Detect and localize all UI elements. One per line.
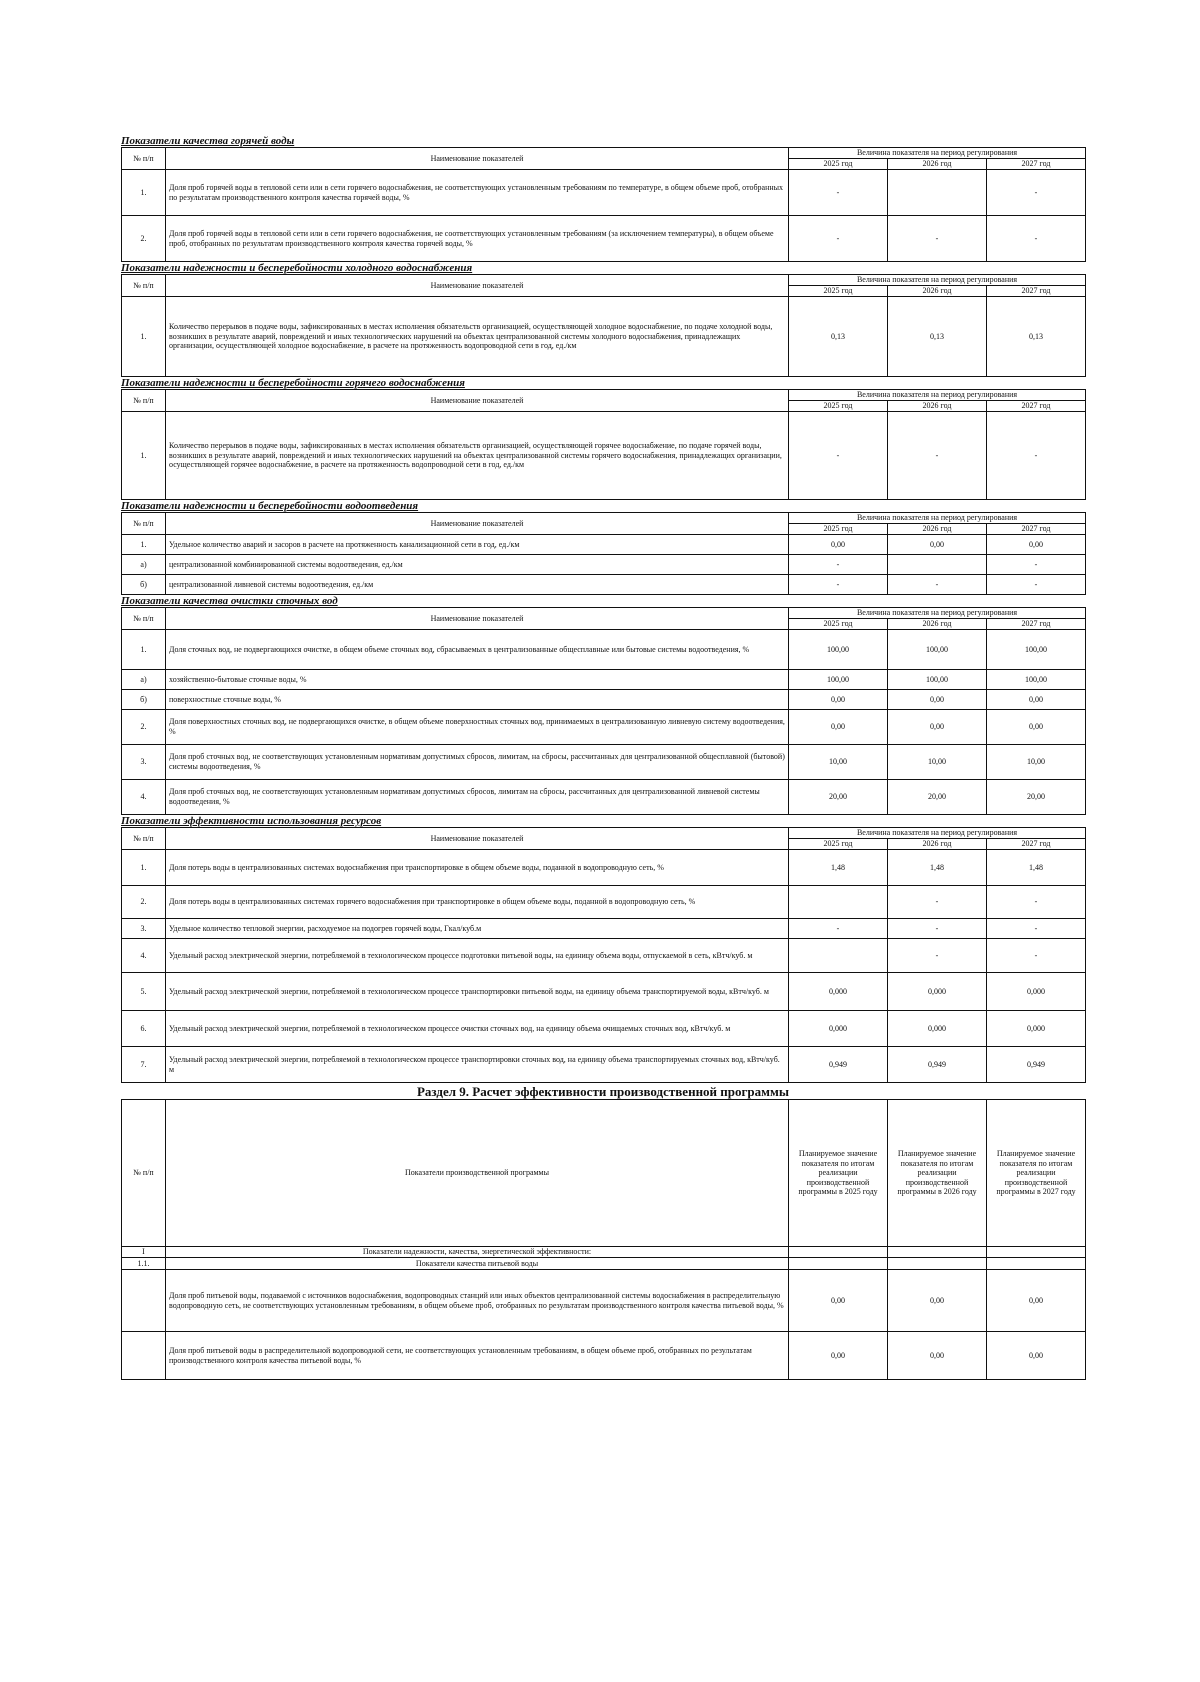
header-no: № п/п — [122, 148, 166, 170]
header-period: Величина показателя на период регулирования — [789, 148, 1086, 159]
header-year-2026: 2026 год — [888, 524, 987, 535]
value-2025: 0,000 — [789, 973, 888, 1011]
value-2027 — [987, 1247, 1086, 1258]
table-row — [122, 535, 1086, 555]
table-row — [122, 297, 1086, 377]
row-number: 3. — [122, 745, 166, 780]
value-2025: - — [789, 170, 888, 216]
value-2026: 0,00 — [888, 710, 987, 745]
row-number: а) — [122, 670, 166, 690]
header-name: Наименование показателей — [166, 148, 789, 170]
table-resource-efficiency — [121, 827, 1086, 1083]
section-title-hot-water-quality: Показатели качества горячей воды — [121, 135, 295, 147]
header-period: Величина показателя на период регулирования — [789, 828, 1086, 839]
table-row — [122, 1332, 1086, 1380]
value-2025 — [789, 1258, 888, 1270]
table-row — [122, 780, 1086, 815]
value-2026: - — [888, 886, 987, 919]
value-2026: 0,000 — [888, 973, 987, 1011]
value-2025: 0,00 — [789, 535, 888, 555]
row-number: 1. — [122, 297, 166, 377]
section-title-resource-efficiency: Показатели эффективности использования ресурсов — [121, 815, 382, 827]
value-2025: 10,00 — [789, 745, 888, 780]
row-name: Доля проб питьевой воды, подаваемой с источников водоснабжения, водопроводных станций или иных объектов централизованной системы водоснабжения в распределительную водопроводную сеть, не соответствующих установленным требованиям, в общем объеме проб, отобранных по результатам производственного контроля качества питьевой воды, % — [166, 1270, 789, 1332]
value-2027: 0,13 — [987, 297, 1086, 377]
row-name: централизованной ливневой системы водоотведения, ед./км — [166, 575, 789, 595]
value-2026: - — [888, 939, 987, 973]
header-year-2027: 2027 год — [987, 159, 1086, 170]
row-number: I — [122, 1247, 166, 1258]
header-year-2025: 2025 год — [789, 619, 888, 630]
row-name: Удельное количество тепловой энергии, расходуемое на подогрев горячей воды, Гкал/куб.м — [166, 919, 789, 939]
header-year-2026: 2026 год — [888, 401, 987, 412]
header-no: № п/п — [122, 608, 166, 630]
value-2025: - — [789, 919, 888, 939]
value-2026: 0,949 — [888, 1047, 987, 1083]
row-name: Удельный расход электрической энергии, потребляемой в технологическом процессе транспортировки сточных вод, на единицу объема транспортируемых сточных вод, кВтч/куб. м — [166, 1047, 789, 1083]
header-year-2025: 2025 год — [789, 401, 888, 412]
header-year-2027: 2027 год — [987, 619, 1086, 630]
header-year-2027: 2027 год — [987, 401, 1086, 412]
header-period: Величина показателя на период регулирования — [789, 608, 1086, 619]
value-2025: 0,949 — [789, 1047, 888, 1083]
value-2025: - — [789, 216, 888, 262]
value-2026: 1,48 — [888, 850, 987, 886]
value-2026: - — [888, 412, 987, 500]
table-cold-water-reliability — [121, 274, 1086, 377]
value-2027: 0,00 — [987, 1332, 1086, 1380]
row-number: 1. — [122, 412, 166, 500]
header-no: № п/п — [122, 275, 166, 297]
value-2025: - — [789, 555, 888, 575]
table-row — [122, 555, 1086, 575]
header-name: Наименование показателей — [166, 828, 789, 850]
table-row — [122, 745, 1086, 780]
value-2027: - — [987, 939, 1086, 973]
value-2026 — [888, 1247, 987, 1258]
row-name: Количество перерывов в подаче воды, зафиксированных в местах исполнения обязательств организацией, осуществляющей холодное водоснабжение, по подаче холодной воды, возникших в результате аварий, повреждений и иных технологических нарушений на объектах централизованной системы холодного водоснабжения, принадлежащих организации, осуществляющей холодное водоснабжение, в расчете на протяженность водопроводной сети в год, ед./км — [166, 297, 789, 377]
row-number: 1. — [122, 850, 166, 886]
value-2026: 10,00 — [888, 745, 987, 780]
header-period: Величина показателя на период регулирования — [789, 275, 1086, 286]
header-year-2025: 2025 год — [789, 839, 888, 850]
row-name: Доля проб сточных вод, не соответствующих установленным нормативам допустимых сбросов, лимитам на сбросы, рассчитанных для централизованной ливневой системы водоотведения, % — [166, 780, 789, 815]
row-name: Доля сточных вод, не подвергающихся очистке, в общем объеме сточных вод, сбрасываемых в централизованные общесплавные или бытовые системы водоотведения, % — [166, 630, 789, 670]
row-number: 5. — [122, 973, 166, 1011]
section-9-title: Раздел 9. Расчет эффективности производственной программы — [416, 1084, 790, 1099]
table-sewerage-reliability — [121, 512, 1086, 595]
row-number — [122, 1270, 166, 1332]
value-2027: 10,00 — [987, 745, 1086, 780]
value-2027: 0,000 — [987, 973, 1086, 1011]
value-2027: 0,00 — [987, 1270, 1086, 1332]
header-year-2026: 2026 год — [888, 286, 987, 297]
row-number: 4. — [122, 780, 166, 815]
section-title-sewerage-reliability: Показатели надежности и бесперебойности водоотведения — [121, 500, 419, 512]
table-row — [122, 1258, 1086, 1270]
value-2026: 100,00 — [888, 670, 987, 690]
table-row — [122, 412, 1086, 500]
header-plan-2026: Планируемое значение показателя по итогам реализации производственной программы в 2026 году — [888, 1100, 987, 1247]
value-2027 — [987, 1258, 1086, 1270]
table-program-efficiency — [121, 1099, 1086, 1380]
table-row — [122, 575, 1086, 595]
document-page — [121, 135, 1085, 1380]
value-2026 — [888, 1258, 987, 1270]
table-hot-water-quality — [121, 147, 1086, 262]
row-number: б) — [122, 690, 166, 710]
header-period: Величина показателя на период регулирования — [789, 390, 1086, 401]
row-group-title: Показатели надежности, качества, энергетической эффективности: — [166, 1247, 789, 1258]
value-2027: - — [987, 170, 1086, 216]
value-2025: 0,000 — [789, 1011, 888, 1047]
value-2025: 0,00 — [789, 690, 888, 710]
header-name: Наименование показателей — [166, 608, 789, 630]
value-2025: - — [789, 412, 888, 500]
value-2026: 0,000 — [888, 1011, 987, 1047]
row-number — [122, 1332, 166, 1380]
value-2027: 100,00 — [987, 630, 1086, 670]
header-no: № п/п — [122, 390, 166, 412]
value-2027: - — [987, 555, 1086, 575]
table-row — [122, 630, 1086, 670]
row-number: 1. — [122, 535, 166, 555]
header-no: № п/п — [122, 1100, 166, 1247]
value-2027: 0,00 — [987, 535, 1086, 555]
row-name: Доля проб горячей воды в тепловой сети или в сети горячего водоснабжения, не соответствующих установленным требованиям (за исключением температуры), в общем объеме проб, отобранных по результатам производственного контроля качества горячей воды, % — [166, 216, 789, 262]
table-row — [122, 1011, 1086, 1047]
value-2025: - — [789, 575, 888, 595]
row-number: 1. — [122, 630, 166, 670]
value-2025: 0,00 — [789, 1270, 888, 1332]
value-2026: 0,00 — [888, 535, 987, 555]
value-2027: - — [987, 575, 1086, 595]
value-2027: 0,000 — [987, 1011, 1086, 1047]
table-row — [122, 710, 1086, 745]
value-2027: - — [987, 412, 1086, 500]
table-row — [122, 973, 1086, 1011]
row-subgroup-title: Показатели качества питьевой воды — [166, 1258, 789, 1270]
header-name: Наименование показателей — [166, 275, 789, 297]
value-2027: 0,00 — [987, 690, 1086, 710]
row-name: Доля проб горячей воды в тепловой сети или в сети горячего водоснабжения, не соответствующих установленным требованиям по температуре, в общем объеме проб, отобранных по результатам производственного контроля качества горячей воды, % — [166, 170, 789, 216]
row-number: 6. — [122, 1011, 166, 1047]
table-row — [122, 919, 1086, 939]
value-2027: 20,00 — [987, 780, 1086, 815]
value-2025: 1,48 — [789, 850, 888, 886]
value-2026 — [888, 555, 987, 575]
row-number: а) — [122, 555, 166, 575]
value-2026: 20,00 — [888, 780, 987, 815]
table-row — [122, 690, 1086, 710]
value-2026 — [888, 170, 987, 216]
row-name: Доля поверхностных сточных вод, не подвергающихся очистке, в общем объеме поверхностных сточных вод, принимаемых в централизованную ливневую систему водоотведения, % — [166, 710, 789, 745]
header-name: Наименование показателей — [166, 390, 789, 412]
value-2026: - — [888, 919, 987, 939]
row-name: Удельное количество аварий и засоров в расчете на протяженность канализационной сети в год, ед./км — [166, 535, 789, 555]
row-name: Доля потерь воды в централизованных системах водоснабжения при транспортировке в общем объеме воды, поданной в водопроводную сеть, % — [166, 850, 789, 886]
header-year-2025: 2025 год — [789, 524, 888, 535]
value-2027: 100,00 — [987, 670, 1086, 690]
header-year-2026: 2026 год — [888, 159, 987, 170]
row-name: Количество перерывов в подаче воды, зафиксированных в местах исполнения обязательств организацией, осуществляющей горячее водоснабжение, по подаче горячей воды, возникших в результате аварий, повреждений и иных технологических нарушений на объектах централизованной системы горячего водоснабжения, принадлежащих организации, осуществляющей горячее водоснабжение, в расчете на протяженность водопроводной сети в год, ед./км — [166, 412, 789, 500]
value-2026: 100,00 — [888, 630, 987, 670]
table-row — [122, 886, 1086, 919]
value-2026: 0,00 — [888, 1332, 987, 1380]
row-number: 2. — [122, 216, 166, 262]
value-2026: - — [888, 575, 987, 595]
table-hot-water-reliability — [121, 389, 1086, 500]
value-2025 — [789, 886, 888, 919]
header-year-2027: 2027 год — [987, 286, 1086, 297]
value-2027: - — [987, 216, 1086, 262]
row-name: централизованной комбинированной системы водоотведения, ед./км — [166, 555, 789, 575]
row-name: Удельный расход электрической энергии, потребляемой в технологическом процессе подготовки питьевой воды, на единицу объема воды, отпускаемой в сеть, кВтч/куб. м — [166, 939, 789, 973]
header-program-indicators: Показатели производственной программы — [166, 1100, 789, 1247]
value-2025: 100,00 — [789, 630, 888, 670]
header-plan-2025: Планируемое значение показателя по итогам реализации производственной программы в 2025 году — [789, 1100, 888, 1247]
row-number: 7. — [122, 1047, 166, 1083]
header-year-2027: 2027 год — [987, 839, 1086, 850]
row-number: б) — [122, 575, 166, 595]
table-row — [122, 216, 1086, 262]
table-row — [122, 850, 1086, 886]
row-name: Доля потерь воды в централизованных системах горячего водоснабжения при транспортировке в общем объеме воды, поданной в водопроводную сеть, % — [166, 886, 789, 919]
table-row — [122, 1270, 1086, 1332]
value-2025: 20,00 — [789, 780, 888, 815]
header-no: № п/п — [122, 828, 166, 850]
header-period: Величина показателя на период регулирования — [789, 513, 1086, 524]
value-2025 — [789, 1247, 888, 1258]
row-number: 1. — [122, 170, 166, 216]
value-2026: - — [888, 216, 987, 262]
row-name: Удельный расход электрической энергии, потребляемой в технологическом процессе транспортировки питьевой воды, на единицу объема транспортируемой воды, кВтч/куб. м — [166, 973, 789, 1011]
header-plan-2027: Планируемое значение показателя по итогам реализации производственной программы в 2027 году — [987, 1100, 1086, 1247]
value-2027: 1,48 — [987, 850, 1086, 886]
value-2027: 0,949 — [987, 1047, 1086, 1083]
table-row — [122, 1047, 1086, 1083]
row-name: хозяйственно-бытовые сточные воды, % — [166, 670, 789, 690]
header-year-2026: 2026 год — [888, 619, 987, 630]
value-2025: 0,13 — [789, 297, 888, 377]
section-title-wastewater-treatment: Показатели качества очистки сточных вод — [121, 595, 338, 607]
table-wastewater-treatment — [121, 607, 1086, 815]
row-number: 2. — [122, 886, 166, 919]
row-name: Доля проб питьевой воды в распределительной водопроводной сети, не соответствующих установленным требованиям, в общем объеме проб, отобранных по результатам производственного контроля качества питьевой воды, % — [166, 1332, 789, 1380]
table-row — [122, 939, 1086, 973]
table-row — [122, 670, 1086, 690]
row-number: 2. — [122, 710, 166, 745]
value-2026: 0,00 — [888, 1270, 987, 1332]
section-title-hot-water-reliability: Показатели надежности и бесперебойности горячего водоснабжения — [121, 377, 465, 389]
row-number: 3. — [122, 919, 166, 939]
value-2025: 100,00 — [789, 670, 888, 690]
value-2027: - — [987, 919, 1086, 939]
value-2026: 0,13 — [888, 297, 987, 377]
value-2027: - — [987, 886, 1086, 919]
header-year-2027: 2027 год — [987, 524, 1086, 535]
row-name: поверхностные сточные воды, % — [166, 690, 789, 710]
value-2025: 0,00 — [789, 710, 888, 745]
header-year-2026: 2026 год — [888, 839, 987, 850]
header-name: Наименование показателей — [166, 513, 789, 535]
value-2026: 0,00 — [888, 690, 987, 710]
row-name: Доля проб сточных вод, не соответствующих установленным нормативам допустимых сбросов, лимитам, на сбросы, рассчитанных для централизованной общесплавной (бытовой) системы водоотведения, % — [166, 745, 789, 780]
table-row — [122, 170, 1086, 216]
row-name: Удельный расход электрической энергии, потребляемой в технологическом процессе очистки сточных вод, на единицу объема очищаемых сточных вод, кВтч/куб. м — [166, 1011, 789, 1047]
header-year-2025: 2025 год — [789, 286, 888, 297]
value-2027: 0,00 — [987, 710, 1086, 745]
section-title-cold-water-reliability: Показатели надежности и бесперебойности холодного водоснабжения — [121, 262, 473, 274]
header-year-2025: 2025 год — [789, 159, 888, 170]
table-row — [122, 1247, 1086, 1258]
header-no: № п/п — [122, 513, 166, 535]
value-2025: 0,00 — [789, 1332, 888, 1380]
row-number: 4. — [122, 939, 166, 973]
value-2025 — [789, 939, 888, 973]
row-number: 1.1. — [122, 1258, 166, 1270]
